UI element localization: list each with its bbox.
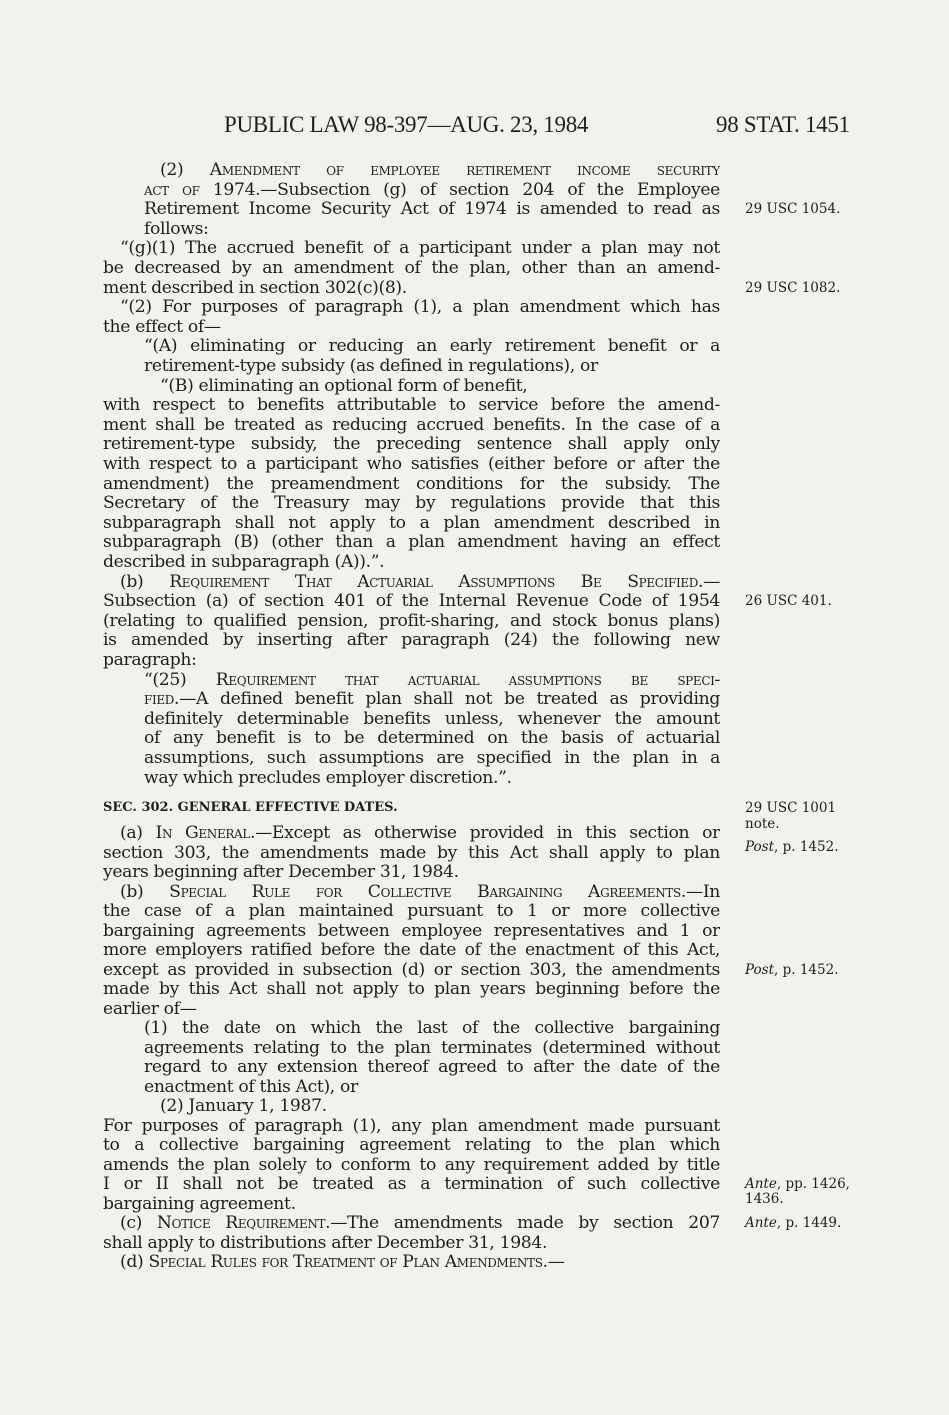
small-caps-heading: fied.	[144, 689, 180, 710]
line-text: amends the plan solely to conform to any requirement added by title	[103, 1154, 720, 1175]
line-text: Retirement Income Security Act of 1974 is amended to read as	[144, 199, 720, 220]
margin-note-ref: Post	[745, 838, 775, 855]
margin-note-text: , p. 1452.	[774, 838, 839, 855]
line-text: Secretary of the Treasury may by regulations provide that this	[103, 493, 720, 514]
small-caps-heading: Amendment of employee retirement income security	[209, 160, 720, 180]
line-text: paragraph:	[103, 650, 197, 670]
line-text: —Except as otherwise provided in this section or	[255, 823, 720, 843]
line-text: —The amendments made by section 207	[330, 1213, 720, 1233]
margin-note	[745, 1176, 850, 1192]
line-text: —	[547, 1252, 565, 1272]
line-text: SEC. 302. GENERAL EFFECTIVE DATES.	[103, 800, 398, 815]
line-text: agreements relating to the plan terminates (determined without	[144, 1037, 720, 1058]
line-text: “(2) For purposes of paragraph (1), a plan amendment which has	[120, 297, 720, 318]
line-text: (1) the date on which the last of the collective bargaining	[144, 1018, 720, 1038]
line-text: amendment) the preamendment conditions for the subsidy. The	[103, 473, 720, 494]
line-prefix: (2)	[160, 160, 210, 180]
margin-note	[745, 201, 840, 217]
line-text: —A defined benefit plan shall not be treated as providing	[179, 689, 720, 710]
margin-note	[745, 839, 839, 855]
line-text: enactment of this Act), or	[144, 1076, 358, 1097]
margin-note-text: note.	[745, 816, 780, 833]
margin-note	[745, 280, 840, 296]
line-text: section 303, the amendments made by this Act shall apply to plan	[103, 842, 720, 863]
line-prefix: (a)	[120, 823, 156, 843]
line-text: (relating to qualified pension, profit-sharing, and stock bonus plans)	[103, 610, 720, 631]
line-text: with respect to benefits attributable to service before the amend-	[103, 395, 720, 416]
line-text: —In	[685, 881, 720, 902]
margin-note-text: 29 USC 1001	[745, 800, 837, 816]
line-text: follows:	[144, 218, 209, 239]
line-text: the effect of—	[103, 316, 221, 337]
margin-note-ref: Ante	[745, 1215, 777, 1231]
margin-note	[745, 962, 839, 978]
margin-note-text: 26 USC 401.	[745, 593, 832, 610]
line-text: definitely determinable benefits unless, whenever the amount	[144, 708, 720, 729]
margin-note	[745, 816, 780, 832]
line-text: with respect to a participant who satisfies (either before or after the	[103, 454, 720, 474]
line-prefix: (d)	[120, 1252, 149, 1272]
running-header-title: PUBLIC LAW 98-397—AUG. 23, 1984	[224, 112, 589, 137]
margin-note-text: , p. 1452.	[774, 961, 839, 978]
line-text: be decreased by an amendment of the plan, other than an amend-	[103, 258, 720, 278]
margin-note-text: 29 USC 1082.	[745, 279, 841, 296]
small-caps-heading: Special Rule for Collective Bargaining Agreements.	[169, 881, 686, 902]
line-text: earlier of—	[103, 998, 197, 1019]
page-citation: 98 STAT. 1451	[716, 112, 850, 137]
margin-note-text: , p. 1449.	[776, 1215, 842, 1231]
margin-note-text: 1436.	[745, 1190, 784, 1207]
margin-note-ref: Ante	[745, 1176, 777, 1192]
small-caps-heading: Requirement That Actuarial Assumptions Be Specified.	[169, 571, 704, 592]
text-line	[144, 767, 720, 789]
line-text: made by this Act shall not apply to plan years beginning before the	[103, 979, 720, 999]
line-text: described in subparagraph (A)).”.	[103, 552, 385, 572]
small-caps-heading: Requirement that actuarial assumptions be speci-	[215, 669, 720, 690]
line-prefix: (b)	[120, 571, 170, 592]
section-heading	[103, 797, 720, 819]
line-prefix: (b)	[120, 881, 170, 902]
line-text: ment described in section 302(c)(8).	[103, 277, 407, 298]
line-text: subparagraph (B) (other than a plan amendment having an effect	[103, 532, 720, 553]
text-line	[120, 1251, 720, 1273]
line-text: way which precludes employer discretion.”.	[144, 767, 512, 788]
line-text: except as provided in subsection (d) or section 303, the amendments	[103, 959, 720, 980]
small-caps-heading: In General.	[155, 823, 256, 843]
line-text: “(A) eliminating or reducing an early retirement benefit or a	[144, 336, 720, 357]
margin-note	[745, 800, 836, 816]
margin-note	[745, 1215, 841, 1231]
margin-note-text: 29 USC 1054.	[745, 201, 841, 218]
line-text: “(B) eliminating an optional form of benefit,	[160, 375, 528, 396]
line-text: —Subsection (g) of section 204 of the Employee	[260, 179, 720, 200]
line-prefix: “(25)	[144, 669, 216, 690]
line-text: bargaining agreements between employee representatives and 1 or	[103, 920, 720, 941]
line-prefix: (c)	[120, 1213, 157, 1233]
line-text: Subsection (a) of section 401 of the Internal Revenue Code of 1954	[103, 591, 720, 612]
line-text: retirement-type subsidy, the preceding sentence shall apply only	[103, 434, 720, 455]
small-caps-heading: Special Rules for Treatment of Plan Amendments.	[148, 1252, 548, 1272]
line-text: regard to any extension thereof agreed to after the date of the	[144, 1057, 720, 1077]
line-text: I or II shall not be treated as a termination of such collective	[103, 1174, 720, 1194]
line-text: more employers ratified before the date of the enactment of this Act,	[103, 940, 720, 960]
line-text: retirement-type subsidy (as defined in regulations), or	[144, 356, 598, 376]
margin-note	[745, 1191, 784, 1207]
line-text: ment shall be treated as reducing accrued benefits. In the case of a	[103, 414, 720, 435]
line-text: is amended by inserting after paragraph (24) the following new	[103, 630, 720, 651]
small-caps-heading: Notice Requirement.	[156, 1213, 331, 1233]
line-text: assumptions, such assumptions are specified in the plan in a	[144, 748, 720, 768]
line-text: to a collective bargaining agreement relating to the plan which	[103, 1135, 720, 1155]
small-caps-heading: act of 1974.	[144, 179, 261, 200]
margin-note	[745, 593, 832, 609]
margin-note-ref: Post	[745, 961, 775, 978]
line-text: For purposes of paragraph (1), any plan amendment made pursuant	[103, 1115, 720, 1136]
line-text: years beginning after December 31, 1984.	[103, 862, 459, 882]
line-text: subparagraph shall not apply to a plan amendment described in	[103, 512, 720, 533]
line-text: —	[703, 571, 720, 592]
line-text: bargaining agreement.	[103, 1193, 296, 1214]
line-text: the case of a plan maintained pursuant to 1 or more collective	[103, 901, 720, 921]
margin-note-text: , pp. 1426,	[776, 1176, 850, 1192]
line-text: of any benefit is to be determined on the basis of actuarial	[144, 728, 720, 749]
line-text: “(g)(1) The accrued benefit of a participant under a plan may not	[120, 238, 720, 259]
line-text: shall apply to distributions after December 31, 1984.	[103, 1232, 548, 1253]
line-text: (2) January 1, 1987.	[160, 1096, 327, 1116]
